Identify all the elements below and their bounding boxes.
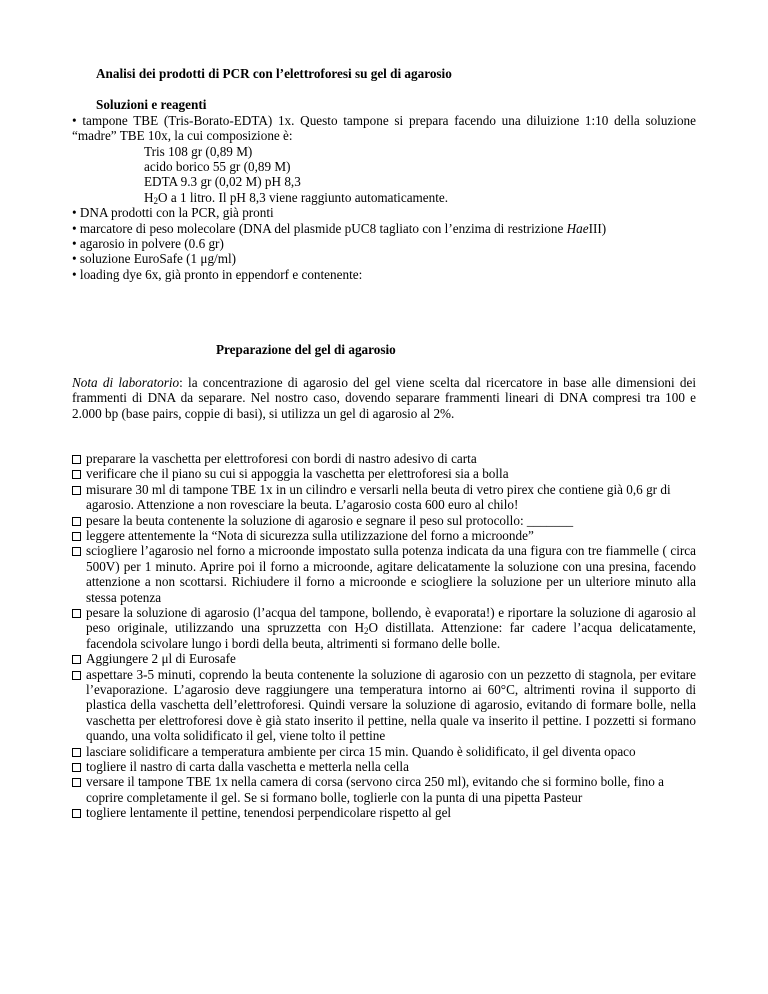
- procedure-step: aspettare 3-5 minuti, coprendo la beuta contenente la soluzione di agarosio con un pezzetto di stagnola, per evitare l’evaporazione. L’agarosio deve raggiungere una temperatura intorno ai 60°C, altrimenti rovina il supporto di plastica della vaschetta dell’elettroforesi. Quindi versare la soluzione di agarosio, evitando di formare bolle, nella vaschetta per elettroforesi dove è già stato inserito il pettine, nella quale va inserito il pettine. I pozzetti si formano quando, una volta solidificato il gel, viene tolto il pettine: [72, 667, 696, 744]
- reagents-heading: Soluzioni e reagenti: [96, 97, 207, 113]
- procedure-step: sciogliere l’agarosio nel forno a microonde impostato sulla potenza indicata da una figura con tre fiammelle ( circa 500V) per 1 minuto. Aprire poi il forno a microonde, agitare delicatamente la soluzione con una presina, facendo attenzione a non scottarsi. Richiudere il forno a microonde e sciogliere la soluzione per un ulteriore minuto alla stessa potenza: [72, 543, 696, 605]
- reagent-eurosafe: • soluzione EuroSafe (1 μg/ml): [72, 251, 237, 267]
- procedure-step: pesare la soluzione di agarosio (l’acqua del tampone, bollendo, è evaporata!) e riportare la soluzione di agarosio al peso originale, utilizzando una spruzzetta con $H_2O$ distillata. Attenzione: far cadere l’acqua delicatamente, facendola scivolare lungo i bordi della beuta, altrimenti si formano delle bolle.: [72, 605, 696, 651]
- tbe-intro: • tampone TBE (Tris-Borato-EDTA) 1x. Questo tampone si prepara facendo una diluizione 1:10 della soluzione “madre” TBE 10x, la cui composizione è:: [72, 112, 696, 144]
- procedure-step: Aggiungere 2 μl di Eurosafe: [72, 651, 696, 666]
- procedure-step: verificare che il piano su cui si appoggia la vaschetta per elettroforesi sia a bolla: [72, 466, 696, 481]
- procedure-step: pesare la beuta contenente la soluzione di agarosio e segnare il peso sul protocollo: _______: [72, 513, 696, 528]
- checkbox-icon[interactable]: [72, 609, 81, 618]
- checkbox-icon[interactable]: [72, 671, 81, 680]
- water-subscript: 2: [364, 626, 369, 637]
- marker-enzyme-italic: Hae: [566, 220, 589, 236]
- procedure-step: preparare la vaschetta per elettroforesi con bordi di nastro adesivo di carta: [72, 451, 696, 466]
- procedure-step: togliere il nastro di carta dalla vaschetta e metterla nella cella: [72, 759, 696, 774]
- lab-note: [72, 375, 696, 421]
- checkbox-icon[interactable]: [72, 486, 81, 495]
- procedure-step: lasciare solidificare a temperatura ambiente per circa 15 min. Quando è solidificato, il gel diventa opaco: [72, 744, 696, 759]
- checkbox-icon[interactable]: [72, 763, 81, 772]
- document-page: [72, 66, 696, 821]
- checkbox-icon[interactable]: [72, 547, 81, 556]
- gel-heading: Preparazione del gel di agarosio: [216, 342, 396, 358]
- procedure-step: togliere lentamente il pettine, tenendosi perpendicolare rispetto al gel: [72, 805, 696, 820]
- procedure-checklist: [72, 451, 696, 821]
- procedure-step: versare il tampone TBE 1x nella camera di corsa (servono circa 250 ml), evitando che si formino bolle, fino a coprire completamente il gel. Se si formano bolle, toglierle con la punta di una pipetta Pasteur: [72, 774, 696, 805]
- checkbox-icon[interactable]: [72, 778, 81, 787]
- checkbox-icon[interactable]: [72, 809, 81, 818]
- reagent-pcr-dna: • DNA prodotti con la PCR, già pronti: [72, 205, 274, 221]
- checkbox-icon[interactable]: [72, 655, 81, 664]
- composition-edta: EDTA 9.3 gr (0,02 M) pH 8,3: [144, 174, 301, 190]
- composition-tris: Tris 108 gr (0,89 M): [144, 143, 253, 159]
- composition-water: [72, 190, 696, 205]
- checkbox-icon[interactable]: [72, 532, 81, 541]
- reagent-marker: [72, 221, 696, 236]
- marker-text: • marcatore di peso molecolare (DNA del plasmide pUC8 tagliato con l’enzima di restrizione: [72, 220, 567, 236]
- checkbox-icon[interactable]: [72, 748, 81, 757]
- checkbox-icon[interactable]: [72, 470, 81, 479]
- marker-suffix: III): [588, 220, 607, 236]
- procedure-step: leggere attentemente la “Nota di sicurezza sulla utilizzazione del forno a microonde”: [72, 528, 696, 543]
- reagent-agarose: • agarosio in polvere (0.6 gr): [72, 236, 224, 252]
- lab-note-label: Nota di laboratorio: [72, 374, 180, 390]
- water-subscript: 2: [153, 195, 159, 206]
- composition-boric-acid: acido borico 55 gr (0,89 M): [144, 159, 291, 175]
- water-h: H: [144, 189, 154, 205]
- water-text: O a 1 litro. Il pH 8,3 viene raggiunto automaticamente.: [158, 189, 449, 205]
- lab-note-text: : la concentrazione di agarosio del gel viene scelta dal ricercatore in base alle dimensioni dei frammenti di DNA da separare. Nel nostro caso, dovendo separare frammenti lineari di DNA compresi tra 100 e 2.000 bp (base pairs, coppie di basi), si utilizza un gel di agarosio al 2%.: [72, 374, 696, 421]
- checkbox-icon[interactable]: [72, 517, 81, 526]
- procedure-step: misurare 30 ml di tampone TBE 1x in un cilindro e versarli nella beuta di vetro pirex che contiene già 0,6 gr di agarosio. Attenzione a non rovesciare la beuta. L’agarosio costa 600 euro al chilo!: [72, 482, 696, 513]
- checkbox-icon[interactable]: [72, 455, 81, 464]
- document-title: Analisi dei prodotti di PCR con l’elettroforesi su gel di agarosio: [96, 66, 452, 81]
- reagent-loading-dye: • loading dye 6x, già pronto in eppendorf e contenente:: [72, 266, 363, 282]
